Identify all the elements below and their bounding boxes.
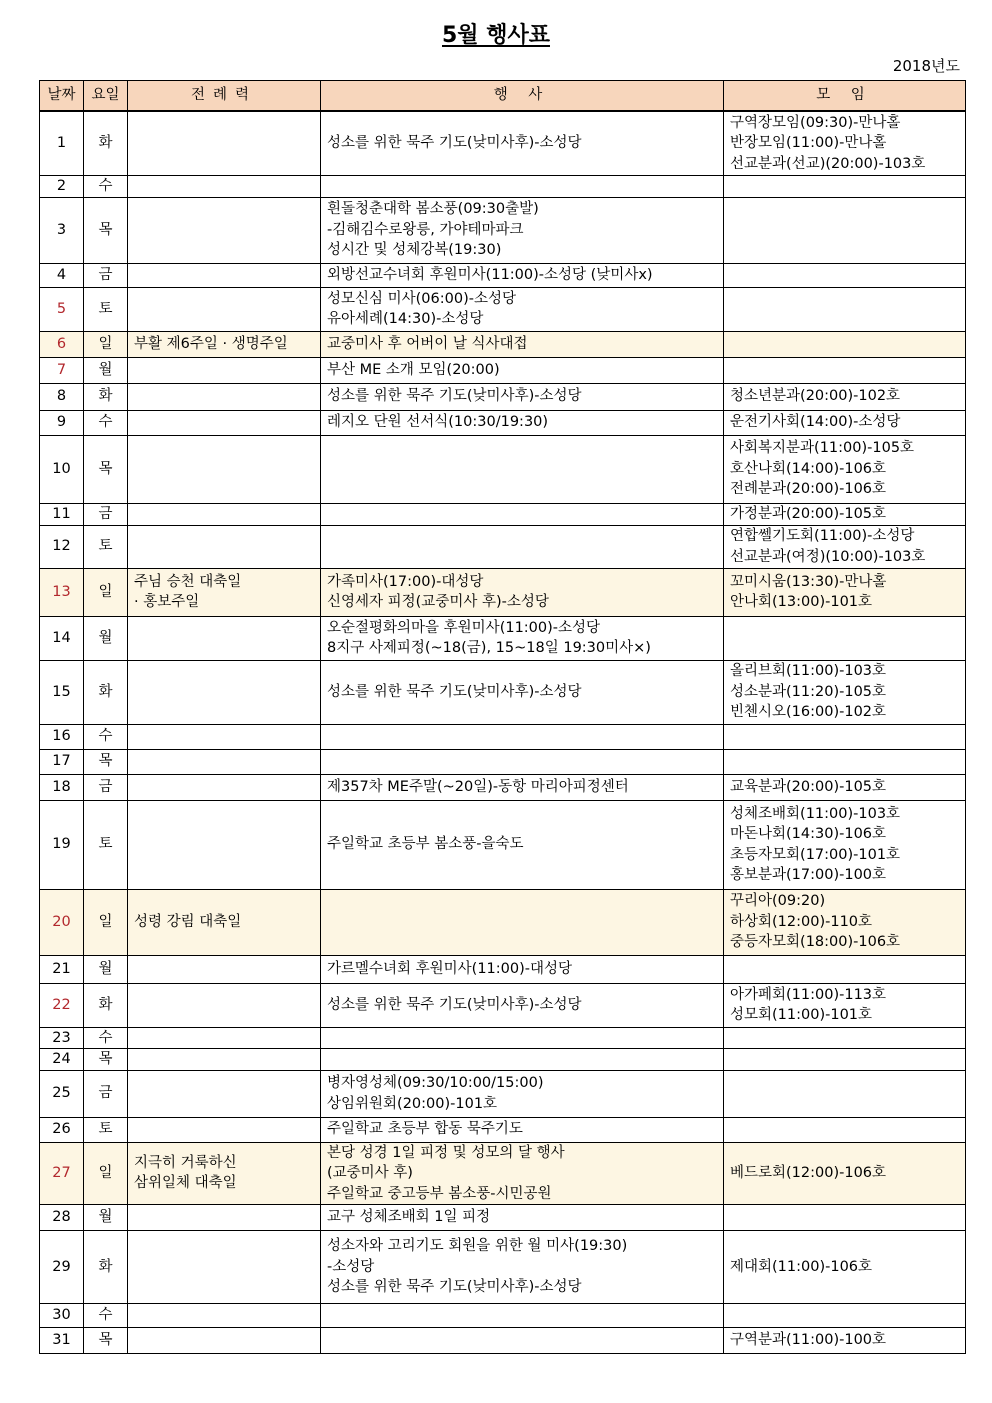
meetings-line: 빈첸시오(16:00)-102호 [730, 704, 887, 721]
liturgy-line: 부활 제6주일 · 생명주일 [134, 335, 288, 352]
liturgy-cell [128, 1231, 321, 1304]
events-line: 외방선교수녀회 후원미사(11:00)-소성당 (낮미사x) [327, 266, 653, 283]
date-cell: 12 [40, 525, 84, 568]
events-line: 병자영성체(09:30/10:00/15:00) [327, 1075, 544, 1091]
events-cell [321, 983, 724, 1027]
day-of-week-cell: 목 [84, 1328, 128, 1354]
date-cell: 28 [40, 1205, 84, 1231]
meetings-line: 교육분과(20:00)-105호 [730, 778, 887, 795]
date-cell: 11 [40, 503, 84, 525]
liturgy-cell [128, 1142, 321, 1205]
events-cell [321, 331, 724, 357]
date-cell: 9 [40, 410, 84, 435]
events-cell [321, 1049, 724, 1071]
date-cell: 22 [40, 983, 84, 1027]
day-of-week-cell: 수 [84, 410, 128, 435]
meetings-cell [724, 1231, 966, 1304]
date-cell: 29 [40, 1231, 84, 1304]
events-cell [321, 955, 724, 983]
day-of-week-cell: 토 [84, 287, 128, 331]
liturgy-line: 성령 강림 대축일 [134, 913, 242, 930]
meetings-line: 가정분과(20:00)-105호 [730, 505, 887, 522]
events-line: 흰돌청춘대학 봄소풍(09:30출발) [327, 201, 539, 218]
day-of-week-cell: 화 [84, 383, 128, 410]
meetings-line: 안나회(13:00)-101호 [730, 594, 873, 610]
meetings-cell [724, 525, 966, 568]
events-line: 부산 ME 소개 모임(20:00) [327, 361, 500, 378]
events-line: 성소를 위한 묵주 기도(낮미사후)-소성당 [327, 683, 582, 700]
table-row [40, 287, 966, 331]
table-row [40, 889, 966, 955]
table-row [40, 660, 966, 724]
meetings-line: 성모회(11:00)-101호 [730, 1007, 873, 1023]
date-cell: 31 [40, 1328, 84, 1354]
day-of-week-cell: 수 [84, 175, 128, 197]
date-cell: 10 [40, 435, 84, 503]
header-dow: 요일 [84, 81, 128, 112]
events-cell [321, 383, 724, 410]
day-of-week-cell: 목 [84, 1049, 128, 1071]
meetings-line: 운전기사회(14:00)-소성당 [730, 414, 901, 431]
liturgy-line: 지극히 거룩하신 [134, 1154, 237, 1171]
date-cell: 2 [40, 175, 84, 197]
events-cell [321, 111, 724, 175]
day-of-week-cell: 화 [84, 111, 128, 175]
table-row [40, 724, 966, 749]
events-cell [321, 357, 724, 383]
table-row [40, 357, 966, 383]
date-cell: 15 [40, 660, 84, 724]
date-cell: 8 [40, 383, 84, 410]
event-schedule-table [39, 80, 966, 1354]
liturgy-cell [128, 749, 321, 774]
date-cell: 25 [40, 1070, 84, 1117]
table-row [40, 749, 966, 774]
table-row [40, 1205, 966, 1231]
meetings-line: 호산나회(14:00)-106호 [730, 460, 887, 477]
date-cell: 7 [40, 357, 84, 383]
events-cell [321, 660, 724, 724]
day-of-week-cell: 월 [84, 357, 128, 383]
liturgy-cell [128, 1049, 321, 1071]
table-row [40, 197, 966, 263]
events-cell [321, 889, 724, 955]
day-of-week-cell: 화 [84, 983, 128, 1027]
events-line: 성시간 및 성체강복(19:30) [327, 242, 502, 259]
liturgy-line: 주님 승천 대축일 [134, 573, 242, 590]
events-line: -소성당 [327, 1258, 375, 1275]
meetings-line: 초등자모회(17:00)-101호 [730, 846, 901, 863]
day-of-week-cell: 토 [84, 525, 128, 568]
date-cell: 20 [40, 889, 84, 955]
date-cell: 30 [40, 1304, 84, 1328]
events-line: 교중미사 후 어버이 날 식사대접 [327, 335, 528, 352]
table-row [40, 175, 966, 197]
day-of-week-cell: 목 [84, 197, 128, 263]
events-line: 주일학교 초등부 합동 묵주기도 [327, 1121, 523, 1138]
date-cell: 23 [40, 1027, 84, 1049]
table-row [40, 955, 966, 983]
table-row [40, 1328, 966, 1354]
events-line: -김해김수로왕릉, 가야테마파크 [327, 221, 524, 238]
day-of-week-cell: 일 [84, 889, 128, 955]
events-cell [321, 1027, 724, 1049]
meetings-cell [724, 889, 966, 955]
day-of-week-cell: 화 [84, 660, 128, 724]
liturgy-cell [128, 660, 321, 724]
events-cell [321, 525, 724, 568]
table-row [40, 1117, 966, 1142]
events-cell [321, 435, 724, 503]
table-row [40, 568, 966, 616]
liturgy-cell [128, 955, 321, 983]
liturgy-cell [128, 175, 321, 197]
meetings-line: 사회복지분과(11:00)-105호 [730, 440, 915, 457]
header-meetings: 모 임 [724, 81, 966, 112]
liturgy-cell [128, 525, 321, 568]
meetings-cell [724, 410, 966, 435]
date-cell: 3 [40, 197, 84, 263]
table-row [40, 1231, 966, 1304]
meetings-cell [724, 503, 966, 525]
liturgy-cell [128, 1304, 321, 1328]
date-cell: 19 [40, 800, 84, 889]
events-cell [321, 1328, 724, 1354]
day-of-week-cell: 수 [84, 1304, 128, 1328]
table-row [40, 1027, 966, 1049]
events-line: 유아세례(14:30)-소성당 [327, 311, 484, 327]
table-row [40, 410, 966, 435]
liturgy-cell [128, 331, 321, 357]
meetings-line: 전례분과(20:00)-106호 [730, 481, 887, 498]
liturgy-cell [128, 503, 321, 525]
events-cell [321, 263, 724, 287]
meetings-cell [724, 616, 966, 660]
date-cell: 13 [40, 568, 84, 616]
events-line: 신영세자 피정(교중미사 후)-소성당 [327, 594, 549, 610]
events-cell [321, 568, 724, 616]
events-line: 레지오 단원 선서식(10:30/19:30) [327, 414, 549, 431]
liturgy-cell [128, 197, 321, 263]
day-of-week-cell: 수 [84, 724, 128, 749]
meetings-line: 베드로회(12:00)-106호 [730, 1165, 887, 1181]
date-cell: 17 [40, 749, 84, 774]
date-cell: 24 [40, 1049, 84, 1071]
meetings-cell [724, 175, 966, 197]
events-cell [321, 800, 724, 889]
events-line: 주일학교 초등부 봄소풍-을숙도 [327, 836, 524, 853]
table-row [40, 1142, 966, 1205]
meetings-cell [724, 749, 966, 774]
header-liturgy: 전례력 [128, 81, 321, 112]
events-line: 상임위원회(20:00)-101호 [327, 1095, 498, 1112]
liturgy-cell [128, 616, 321, 660]
events-line: 성소자와 고리기도 회원을 위한 월 미사(19:30) [327, 1238, 628, 1255]
meetings-cell [724, 955, 966, 983]
table-row [40, 111, 966, 175]
liturgy-cell [128, 410, 321, 435]
meetings-cell [724, 111, 966, 175]
liturgy-line: · 홍보주일 [134, 594, 200, 610]
liturgy-cell [128, 383, 321, 410]
events-line: 성모신심 미사(06:00)-소성당 [327, 290, 517, 307]
liturgy-cell [128, 724, 321, 749]
events-cell [321, 774, 724, 800]
liturgy-cell [128, 435, 321, 503]
day-of-week-cell: 월 [84, 1205, 128, 1231]
table-row [40, 616, 966, 660]
liturgy-cell [128, 568, 321, 616]
meetings-cell [724, 800, 966, 889]
events-line: 성소를 위한 묵주 기도(낮미사후)-소성당 [327, 1279, 582, 1296]
date-cell: 18 [40, 774, 84, 800]
liturgy-cell [128, 263, 321, 287]
events-line: 교구 성체조배회 1일 피정 [327, 1209, 491, 1226]
events-cell [321, 175, 724, 197]
events-cell [321, 1142, 724, 1205]
meetings-cell [724, 331, 966, 357]
liturgy-cell [128, 1205, 321, 1231]
year-label: 2018년도 [892, 57, 960, 75]
meetings-line: 아가페회(11:00)-113호 [730, 986, 887, 1003]
day-of-week-cell: 일 [84, 1142, 128, 1205]
day-of-week-cell: 목 [84, 749, 128, 774]
meetings-cell [724, 1304, 966, 1328]
meetings-cell [724, 435, 966, 503]
table-row [40, 1049, 966, 1071]
table-row [40, 383, 966, 410]
day-of-week-cell: 금 [84, 263, 128, 287]
meetings-line: 중등자모회(18:00)-106호 [730, 934, 901, 951]
day-of-week-cell: 월 [84, 616, 128, 660]
table-row [40, 983, 966, 1027]
events-line: (교중미사 후) [327, 1165, 413, 1181]
events-cell [321, 1304, 724, 1328]
meetings-cell [724, 1027, 966, 1049]
day-of-week-cell: 금 [84, 1070, 128, 1117]
day-of-week-cell: 토 [84, 1117, 128, 1142]
meetings-line: 구역분과(11:00)-100호 [730, 1332, 887, 1349]
liturgy-cell [128, 1070, 321, 1117]
meetings-cell [724, 263, 966, 287]
events-cell [321, 503, 724, 525]
meetings-line: 선교분과(선교)(20:00)-103호 [730, 155, 926, 172]
events-line: 오순절평화의마을 후원미사(11:00)-소성당 [327, 619, 601, 636]
events-cell [321, 749, 724, 774]
date-cell: 4 [40, 263, 84, 287]
events-line: 8지구 사제피정(~18(금), 15~18일 19:30미사×) [327, 640, 651, 656]
meetings-cell [724, 1117, 966, 1142]
meetings-cell [724, 1328, 966, 1354]
table-row [40, 331, 966, 357]
table-row [40, 525, 966, 568]
meetings-line: 홍보분과(17:00)-100호 [730, 867, 887, 883]
meetings-cell [724, 568, 966, 616]
meetings-line: 구역장모임(09:30)-만나홀 [730, 114, 901, 131]
liturgy-cell [128, 800, 321, 889]
meetings-cell [724, 1070, 966, 1117]
date-cell: 1 [40, 111, 84, 175]
events-line: 성소를 위한 묵주 기도(낮미사후)-소성당 [327, 388, 582, 405]
meetings-line: 청소년분과(20:00)-102호 [730, 388, 901, 405]
table-row [40, 435, 966, 503]
liturgy-cell [128, 1027, 321, 1049]
events-cell [321, 724, 724, 749]
meetings-line: 제대회(11:00)-106호 [730, 1258, 873, 1275]
table-row [40, 800, 966, 889]
meetings-line: 꼬미시움(13:30)-만나홀 [730, 573, 887, 590]
meetings-line: 올리브회(11:00)-103호 [730, 663, 887, 680]
meetings-cell [724, 1142, 966, 1205]
table-row [40, 503, 966, 525]
day-of-week-cell: 수 [84, 1027, 128, 1049]
liturgy-cell [128, 357, 321, 383]
liturgy-cell [128, 1117, 321, 1142]
meetings-cell [724, 383, 966, 410]
meetings-cell [724, 724, 966, 749]
liturgy-cell [128, 774, 321, 800]
events-line: 가르멜수녀회 후원미사(11:00)-대성당 [327, 960, 573, 977]
events-line: 주일학교 중고등부 봄소풍-시민공원 [327, 1185, 552, 1202]
events-cell [321, 197, 724, 263]
meetings-cell [724, 287, 966, 331]
day-of-week-cell: 화 [84, 1231, 128, 1304]
liturgy-line: 삼위일체 대축일 [134, 1175, 237, 1192]
page-title: 5월 행사표 [442, 23, 550, 48]
meetings-cell [724, 197, 966, 263]
meetings-cell [724, 774, 966, 800]
meetings-line: 성소분과(11:20)-105호 [730, 683, 887, 700]
events-cell [321, 1231, 724, 1304]
events-cell [321, 1205, 724, 1231]
day-of-week-cell: 일 [84, 568, 128, 616]
date-cell: 26 [40, 1117, 84, 1142]
table-row [40, 1304, 966, 1328]
meetings-cell [724, 1205, 966, 1231]
events-line: 성소를 위한 묵주 기도(낮미사후)-소성당 [327, 996, 582, 1013]
date-cell: 14 [40, 616, 84, 660]
meetings-cell [724, 660, 966, 724]
date-cell: 16 [40, 724, 84, 749]
meetings-line: 연합쎌기도회(11:00)-소성당 [730, 528, 915, 544]
meetings-line: 성체조배회(11:00)-103호 [730, 805, 901, 822]
date-cell: 6 [40, 331, 84, 357]
day-of-week-cell: 토 [84, 800, 128, 889]
meetings-cell [724, 1049, 966, 1071]
header-date: 날짜 [40, 81, 84, 112]
events-cell [321, 1117, 724, 1142]
liturgy-cell [128, 1328, 321, 1354]
liturgy-cell [128, 287, 321, 331]
header-events: 행 사 [321, 81, 724, 112]
meetings-cell [724, 357, 966, 383]
day-of-week-cell: 일 [84, 331, 128, 357]
day-of-week-cell: 월 [84, 955, 128, 983]
date-cell: 21 [40, 955, 84, 983]
events-line: 성소를 위한 묵주 기도(낮미사후)-소성당 [327, 135, 582, 151]
liturgy-cell [128, 983, 321, 1027]
date-cell: 5 [40, 287, 84, 331]
liturgy-cell [128, 111, 321, 175]
events-cell [321, 1070, 724, 1117]
events-cell [321, 287, 724, 331]
liturgy-cell [128, 889, 321, 955]
meetings-line: 마돈나회(14:30)-106호 [730, 826, 887, 842]
header-row [40, 81, 966, 112]
meetings-line: 꾸리아(09:20) [730, 893, 826, 910]
table-row [40, 263, 966, 287]
table-row [40, 774, 966, 800]
meetings-line: 하상회(12:00)-110호 [730, 913, 873, 930]
table-row [40, 1070, 966, 1117]
meetings-line: 선교분과(여정)(10:00)-103호 [730, 548, 926, 565]
meetings-cell [724, 983, 966, 1027]
day-of-week-cell: 목 [84, 435, 128, 503]
meetings-line: 반장모임(11:00)-만나홀 [730, 135, 887, 151]
events-line: 제357차 ME주말(~20일)-동항 마리아피정센터 [327, 778, 629, 795]
date-cell: 27 [40, 1142, 84, 1205]
day-of-week-cell: 금 [84, 774, 128, 800]
events-cell [321, 616, 724, 660]
events-line: 본당 성경 1일 피정 및 성모의 달 행사 [327, 1144, 565, 1161]
events-cell [321, 410, 724, 435]
day-of-week-cell: 금 [84, 503, 128, 525]
events-line: 가족미사(17:00)-대성당 [327, 573, 484, 590]
